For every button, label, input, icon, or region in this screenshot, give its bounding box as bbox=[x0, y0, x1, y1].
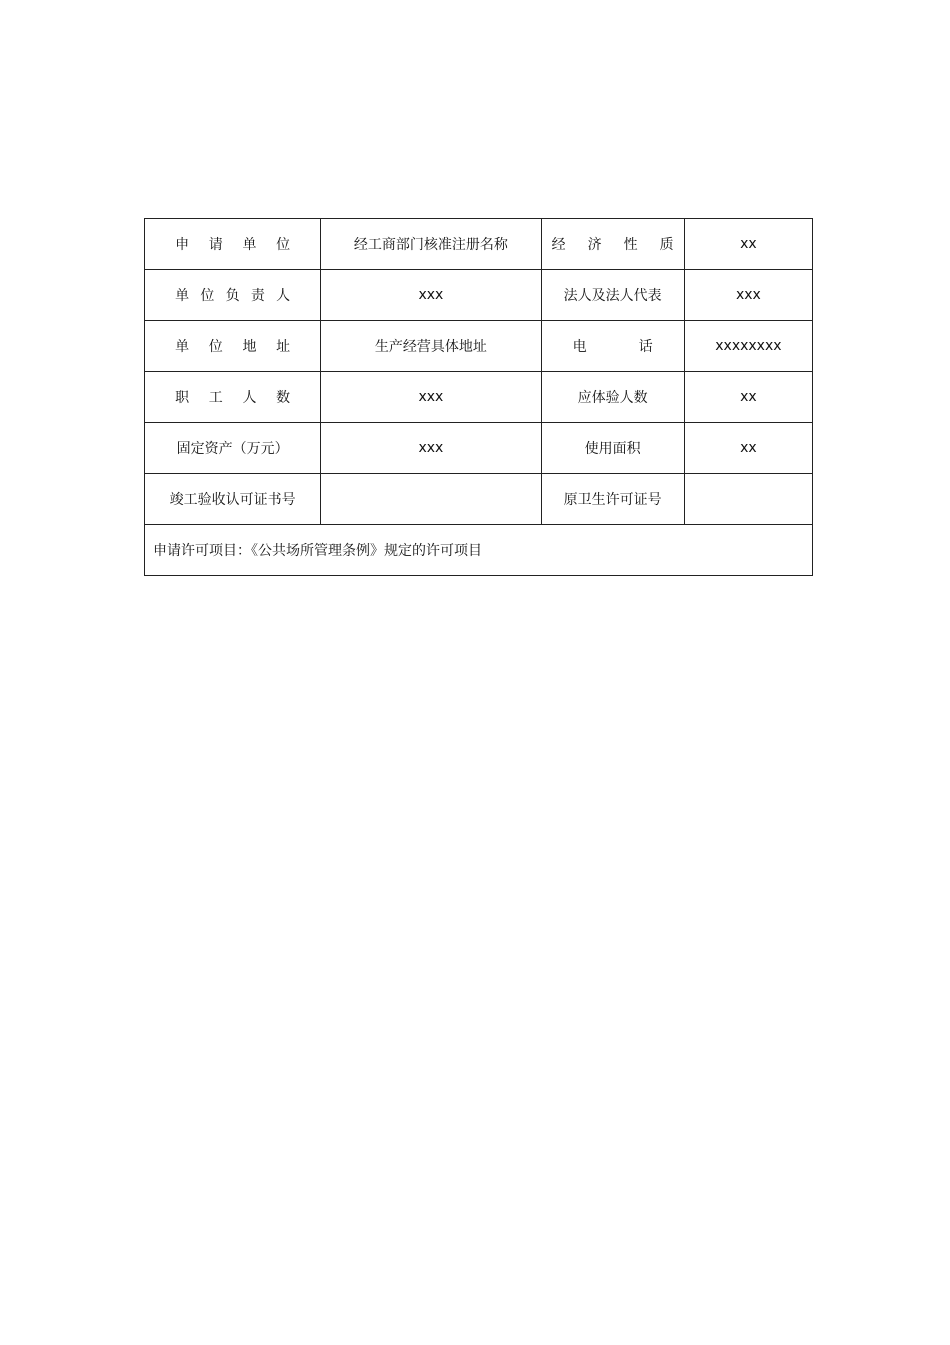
row-unit-head bbox=[145, 270, 813, 321]
applicant-unit-label bbox=[145, 219, 321, 270]
unit-head-value[interactable]: xxx bbox=[321, 270, 541, 321]
staff-count-label-char: 工 bbox=[208, 390, 223, 406]
economic-nature-value[interactable]: xx bbox=[684, 219, 812, 270]
original-hygiene-permit-label: 原卫生许可证号 bbox=[541, 474, 684, 525]
unit-address-label-char: 单 bbox=[175, 339, 190, 355]
permit-items-text: 申请许可项目：《公共场所管理条例》规定的许可项目 bbox=[145, 525, 813, 576]
original-hygiene-permit-value[interactable] bbox=[684, 474, 812, 525]
phone-label bbox=[541, 321, 684, 372]
applicant-unit-label-char: 位 bbox=[276, 237, 291, 253]
unit-address-label bbox=[145, 321, 321, 372]
fixed-assets-label: 固定资产（万元） bbox=[145, 423, 321, 474]
phone-label-char: 话 bbox=[638, 339, 653, 355]
staff-count-label-char: 人 bbox=[242, 390, 257, 406]
unit-head-label-char: 位 bbox=[200, 288, 215, 304]
unit-address-label-char: 地 bbox=[242, 339, 257, 355]
exam-count-label: 应体验人数 bbox=[541, 372, 684, 423]
staff-count-label-char: 职 bbox=[175, 390, 190, 406]
application-form-table bbox=[144, 218, 813, 576]
fixed-assets-value[interactable]: xxx bbox=[321, 423, 541, 474]
applicant-unit-label-char: 请 bbox=[208, 237, 223, 253]
unit-head-label-char: 单 bbox=[175, 288, 190, 304]
row-certificate-numbers bbox=[145, 474, 813, 525]
unit-address-value[interactable]: 生产经营具体地址 bbox=[321, 321, 541, 372]
staff-count-label-char: 数 bbox=[276, 390, 291, 406]
economic-nature-label-char: 济 bbox=[587, 237, 602, 253]
row-fixed-assets bbox=[145, 423, 813, 474]
row-applicant-unit bbox=[145, 219, 813, 270]
unit-head-label-char: 人 bbox=[276, 288, 291, 304]
row-unit-address bbox=[145, 321, 813, 372]
row-staff-count bbox=[145, 372, 813, 423]
completion-certificate-label: 竣工验收认可证书号 bbox=[145, 474, 321, 525]
legal-representative-label: 法人及法人代表 bbox=[541, 270, 684, 321]
row-permit-items bbox=[145, 525, 813, 576]
unit-head-label-char: 责 bbox=[250, 288, 265, 304]
economic-nature-label-char: 质 bbox=[659, 237, 674, 253]
applicant-unit-label-char: 申 bbox=[175, 237, 190, 253]
economic-nature-label-char: 经 bbox=[551, 237, 566, 253]
usage-area-label: 使用面积 bbox=[541, 423, 684, 474]
staff-count-value[interactable]: xxx bbox=[321, 372, 541, 423]
unit-address-label-char: 位 bbox=[208, 339, 223, 355]
phone-label-char: 电 bbox=[572, 339, 587, 355]
staff-count-label bbox=[145, 372, 321, 423]
unit-address-label-char: 址 bbox=[276, 339, 291, 355]
usage-area-value[interactable]: xx bbox=[684, 423, 812, 474]
unit-head-label bbox=[145, 270, 321, 321]
applicant-unit-label-char: 单 bbox=[242, 237, 257, 253]
economic-nature-label-char: 性 bbox=[623, 237, 638, 253]
phone-value[interactable]: xxxxxxxx bbox=[684, 321, 812, 372]
legal-representative-value[interactable]: xxx bbox=[684, 270, 812, 321]
applicant-unit-value[interactable]: 经工商部门核准注册名称 bbox=[321, 219, 541, 270]
completion-certificate-value[interactable] bbox=[321, 474, 541, 525]
exam-count-value[interactable]: xx bbox=[684, 372, 812, 423]
unit-head-label-char: 负 bbox=[225, 288, 240, 304]
economic-nature-label bbox=[541, 219, 684, 270]
